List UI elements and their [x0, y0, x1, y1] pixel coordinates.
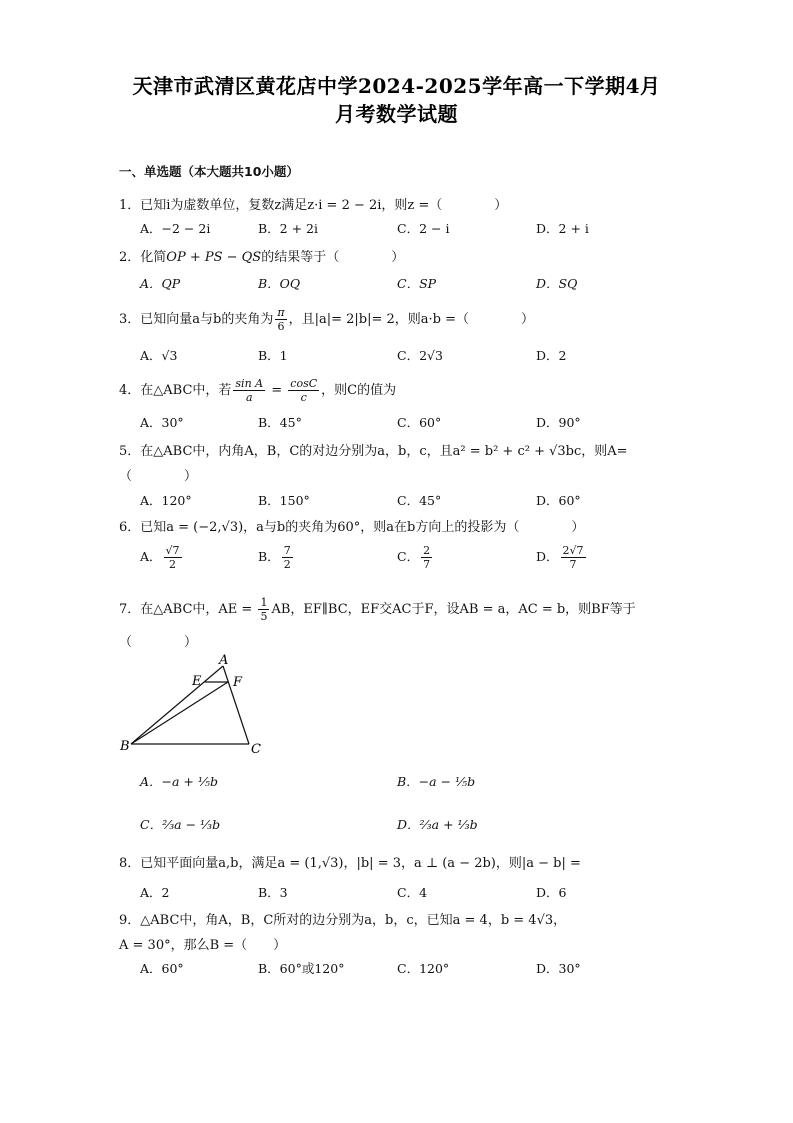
q3-fraction — [275, 306, 286, 333]
title-line-1: 天津市武清区黄花店中学2024-2025学年高一下学期4月 — [132, 74, 661, 98]
q8-option-d: D．6 — [536, 885, 567, 900]
q8-option-c: C．4 — [397, 885, 428, 900]
q2-option-a: A．QP — [140, 276, 181, 291]
q4-post: ，则C的值为 — [321, 383, 397, 398]
q6-c-label: C． — [397, 549, 420, 564]
title-line-2: 月考数学试题 — [335, 102, 458, 126]
q6-option-d — [536, 544, 588, 571]
section-heading: 一、单选题（本大题共10小题） — [119, 164, 299, 179]
q5-option-b: B．150° — [258, 493, 310, 508]
q4-pre: 4．在△ABC中，若 — [119, 383, 232, 398]
q6-b-label: B． — [258, 549, 280, 564]
question-3 — [119, 306, 534, 333]
q6-c-num: 2 — [423, 544, 431, 557]
q9-option-d: D．30° — [536, 961, 581, 976]
question-9-line-2: A = 30°，那么B =（ ） — [119, 938, 287, 953]
q6-option-b — [258, 544, 295, 571]
q2-post: 的结果等于（ ） — [261, 250, 405, 265]
q2-option-c: C．SP — [397, 276, 437, 291]
q7-post: AB，EF∥BC，EF交AC于F，设AB = a，AC = b，则BF等于 — [271, 602, 636, 617]
q4-option-b: B．45° — [258, 415, 302, 430]
q3-pre: 3．已知向量a与b的夹角为 — [119, 312, 274, 327]
q4-f1-den: a — [245, 391, 253, 404]
q6-c-fraction — [421, 544, 432, 571]
q6-d-label: D． — [536, 549, 559, 564]
question-7-line-2: （ ） — [119, 635, 198, 650]
q9-option-a: A．60° — [140, 961, 184, 976]
q7-pre: 7．在△ABC中，AE = — [119, 602, 257, 617]
question-4 — [119, 377, 396, 404]
q4-option-a: A．30° — [140, 415, 184, 430]
q7-option-a: A．−a + ⅕b — [140, 774, 218, 789]
q5-option-a: A．120° — [140, 493, 192, 508]
label-f: F — [233, 675, 243, 690]
q3-frac-num: π — [277, 306, 285, 319]
q6-a-num: √7 — [165, 544, 180, 557]
q3-option-c: C．2√3 — [397, 348, 443, 363]
q6-b-fraction — [282, 544, 293, 571]
q7-frac-num: 1 — [260, 596, 268, 609]
label-c: C — [251, 742, 261, 756]
q9-option-c: C．120° — [397, 961, 450, 976]
q6-b-den: 2 — [283, 558, 291, 571]
question-7-line-1 — [119, 596, 636, 623]
q2-expression: OP + PS − QS — [166, 250, 262, 265]
q7-option-d: D．⅔a + ⅓b — [397, 817, 478, 832]
q5-option-c: C．45° — [397, 493, 442, 508]
q7-frac-den: 5 — [260, 610, 268, 623]
q6-a-fraction — [164, 544, 182, 571]
q4-option-d: D．90° — [536, 415, 581, 430]
question-5-line-1: 5．在△ABC中，内角A，B，C的对边分别为a，b，c，且a² = b² + c² + √3bc，则A= — [119, 444, 628, 459]
q1-option-d: D．2 + i — [536, 221, 589, 236]
label-b: B — [120, 739, 130, 754]
q7-option-c: C．⅔a − ⅓b — [140, 817, 221, 832]
question-2 — [119, 246, 404, 265]
side-ab — [131, 666, 223, 744]
q6-d-fraction — [561, 544, 586, 571]
question-5-line-2: （ ） — [119, 469, 198, 484]
q1-option-c: C．2 − i — [397, 221, 450, 236]
q3-post: ，且|a|= 2|b|= 2，则a·b =（ ） — [288, 312, 534, 327]
q4-fraction-2 — [288, 377, 319, 404]
q8-option-a: A．2 — [140, 885, 170, 900]
q8-option-b: B．3 — [258, 885, 288, 900]
q3-frac-den: 6 — [277, 320, 285, 333]
question-9-line-1: 9．△ABC中，角A，B，C所对的边分别为a，b，c，已知a = 4，b = 4√3， — [119, 913, 567, 928]
q3-option-a: A．√3 — [140, 348, 178, 363]
q6-b-num: 7 — [283, 544, 291, 557]
q6-option-c — [397, 544, 434, 571]
q1-option-a: A．−2 − 2i — [140, 221, 211, 236]
q4-fraction-1 — [233, 377, 265, 404]
q6-a-den: 2 — [169, 558, 177, 571]
q4-f2-num: cosC — [290, 377, 318, 390]
q6-d-num: 2√7 — [562, 544, 584, 557]
q6-d-den: 7 — [569, 558, 577, 571]
q4-f1-num: sin A — [235, 377, 264, 390]
q3-option-d: D．2 — [536, 348, 567, 363]
q4-f2-den: c — [300, 391, 307, 404]
q7-option-b: B．−a − ⅕b — [397, 774, 476, 789]
q6-option-a — [140, 544, 184, 571]
q4-mid: = — [267, 383, 287, 398]
label-a: A — [219, 653, 229, 668]
question-1: 1．已知i为虚数单位，复数z满足z·i = 2 − 2i，则z =（ ） — [119, 198, 508, 213]
q6-c-den: 7 — [423, 558, 431, 571]
q6-a-label: A． — [140, 549, 162, 564]
q2-pre: 2．化简 — [119, 250, 167, 265]
question-6: 6．已知a = (−2,√3)，a与b的夹角为60°，则a在b方向上的投影为（ ） — [119, 520, 585, 535]
q4-option-c: C．60° — [397, 415, 442, 430]
q3-option-b: B．1 — [258, 348, 288, 363]
label-e: E — [192, 674, 202, 689]
segment-bf — [131, 682, 228, 744]
q2-option-b: B．OQ — [258, 276, 301, 291]
q9-option-b: B．60°或120° — [258, 961, 345, 976]
q5-option-d: D．60° — [536, 493, 581, 508]
question-8: 8．已知平面向量a,b，满足a = (1,√3)，|b| = 3，a ⊥ (a − 2b)，则|a − b| = — [119, 856, 581, 871]
q7-fraction — [258, 596, 269, 623]
q1-option-b: B．2 + 2i — [258, 221, 319, 236]
q2-option-d: D．SQ — [536, 276, 578, 291]
triangle-figure — [112, 652, 272, 756]
